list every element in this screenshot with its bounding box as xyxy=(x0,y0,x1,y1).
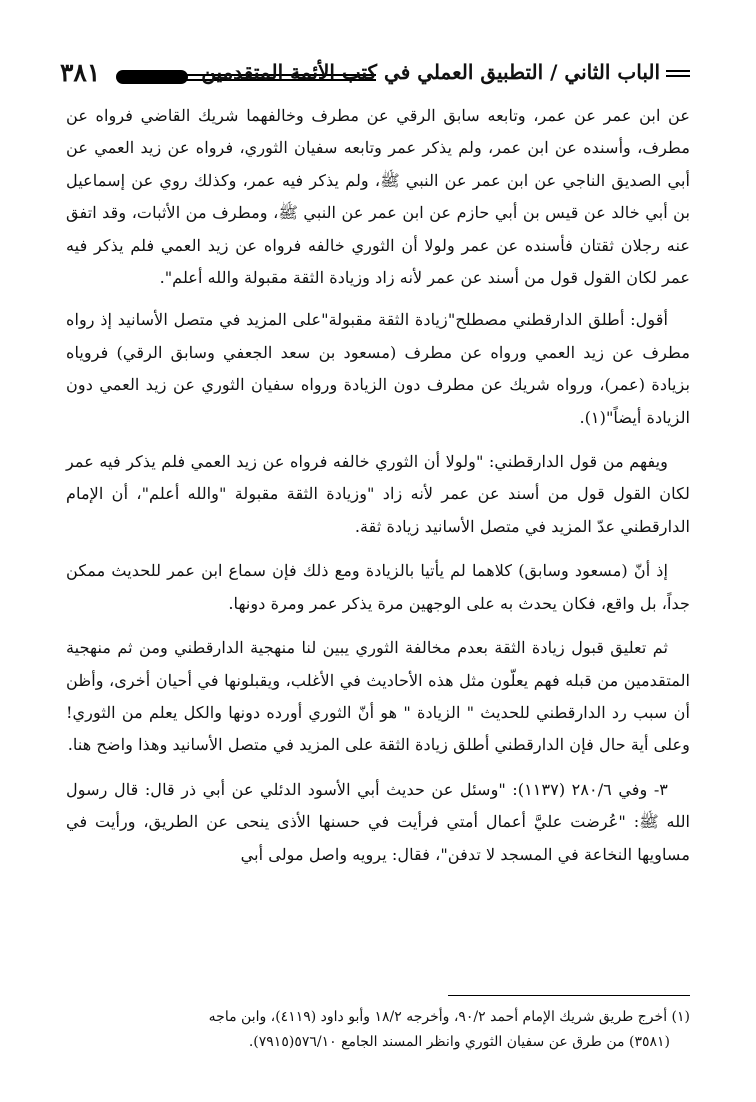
paragraph-5: ثم تعليق قبول زيادة الثقة بعدم مخالفة الثوري يبين لنا منهجية الدارقطني ومن ثم منهجية المتقدمين من قبله فهم يعلّون مثل هذه الأحاديث في الأغلب، ويقبلونها في أحيان أخرى، وأظن أن سبب رد الدارقطني للحديث " الزيادة " هو أنّ الثوري أورده دونها والكل يعلم من الثوري! وعلى أية حال فإن الدارقطني أطلق زيادة الثقة على المزيد في متصل الأسانيد وهذا واضح هنا. xyxy=(66,638,690,755)
paragraph-1: عن ابن عمر عن عمر، وتابعه سابق الرقي عن مطرف وخالفهما شريك القاضي فرواه عن مطرف، وأسنده عن ابن عمر، ولم يذكر عمر وتابعه سفيان الثوري، فرواه عن زيد العمي عن أبي الصديق الناجي عن ابن عمر عن النبي ﷺ، ولم يذكر فيه عمر، وكذلك روي عن إسماعيل بن أبي خالد عن قيس بن أبي حازم عن ابن عمر عن النبي ﷺ، ومطرف من الأثبات، وقد اتفق عنه رجلان ثقتان فأسنده عن عمر ولولا أن الثوري خالفه فرواه عن زيد العمي فلم يذكر فيه عمر لكان القول قول من أسند عن عمر لأنه زاد وزيادة الثقة مقبولة والله أعلم". xyxy=(66,106,690,288)
ornament-pill xyxy=(116,70,188,84)
footnotes xyxy=(66,1005,690,1055)
running-title: الباب الثاني / التطبيق العملي في كتب الأئمة المتقدمين xyxy=(201,60,660,84)
paragraph-6: ٣- وفي ٢٨٠/٦ (١١٣٧): "وسئل عن حديث أبي الأسود الدئلي عن أبي ذر قال: قال رسول الله ﷺ: "عُرضت عليَّ أعمال أمتي فرأيت في حسنها الأذى ينحى عن الطريق، ورأيت في مساويها النخاعة في المسجد لا تدفن"، فقال: يرويه واصل مولى أبي xyxy=(66,779,690,864)
footnote-1-continued: (٣٥٨١) من طرق عن سفيان الثوري وانظر المسند الجامع ٥٧٦/١٠(٧٩١٥). xyxy=(248,1034,670,1050)
footnote-1: (١) أخرج طريق شريك الإمام أحمد ٩٠/٢، وأخرجه ١٨/٢ وأبو داود (٤١١٩)، وابن ماجه xyxy=(208,1009,690,1025)
title-dash-top xyxy=(666,70,690,72)
paragraph-4: إذ أنّ (مسعود وسابق) كلاهما لم يأتيا بالزيادة ومع ذلك فإن سماع ابن عمر للحديث ممكن جداً، بل واقع، فكان يحدث به على الوجهين مرة يذكر عمر ومرة دونها. xyxy=(66,561,690,613)
paragraph-3: ويفهم من قول الدارقطني: "ولولا أن الثوري خالفه فرواه عن زيد العمي فلم يذكر فيه عمر لكان القول قول من أسند عن عمر لأنه زاد "وزيادة الثقة مقبولة "والله أعلم"، أن الإمام الدارقطني عدّ المزيد في متصل الأسانيد زيادة ثقة. xyxy=(66,452,690,536)
footnote-separator xyxy=(448,995,690,996)
title-dash-bottom xyxy=(666,75,690,77)
paragraph-2: أقول: أطلق الدارقطني مصطلح"زيادة الثقة مقبولة"على المزيد في متصل الأسانيد إذ رواه مطرف عن زيد العمي ورواه عن مطرف (مسعود بن سعد الجعفي وسابق الرقي) فروياه بزيادة (عمر)، ورواه شريك عن مطرف دون الزيادة ورواه سفيان الثوري عن زيد العمي دون الزيادة أيضاً"(١). xyxy=(66,310,690,427)
page-number: ٣٨١ xyxy=(60,58,101,87)
main-text xyxy=(66,100,690,883)
page-header xyxy=(60,54,690,94)
